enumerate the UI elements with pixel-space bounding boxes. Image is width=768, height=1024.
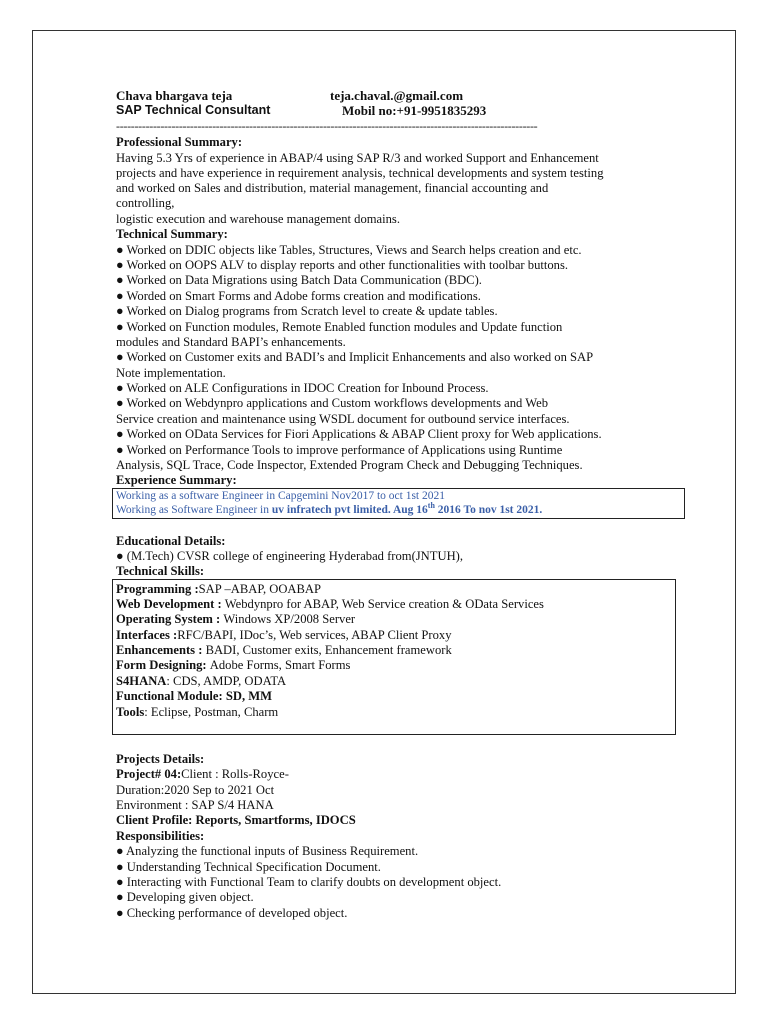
skill-row bbox=[116, 674, 286, 689]
experience-superscript: th bbox=[427, 501, 435, 511]
experience-line bbox=[116, 501, 543, 516]
job-title: SAP Technical Consultant bbox=[116, 103, 271, 117]
client-name: Client : Rolls-Royce- bbox=[181, 767, 289, 781]
responsibility-item: ● Interacting with Functional Team to clarify doubts on development object. bbox=[116, 875, 502, 889]
skill-label: Form Designing: bbox=[116, 658, 210, 672]
responsibility-item: ● Analyzing the functional inputs of Business Requirement. bbox=[116, 844, 419, 858]
skill-row bbox=[116, 628, 452, 643]
candidate-name: Chava bhargava teja bbox=[116, 88, 233, 103]
skill-label: Functional Module: SD, MM bbox=[116, 689, 273, 703]
skill-label: S4HANA bbox=[116, 674, 167, 688]
skill-row bbox=[116, 582, 321, 597]
project-client bbox=[116, 767, 289, 782]
email: teja.chaval.@gmail.com bbox=[330, 88, 464, 103]
education-item: ● (M.Tech) CVSR college of engineering Hyderabad from(JNTUH), bbox=[116, 549, 464, 563]
skill-row bbox=[116, 612, 355, 627]
skill-value: Adobe Forms, Smart Forms bbox=[209, 658, 351, 672]
technical-summary-item: modules and Standard BAPI’s enhancements. bbox=[116, 335, 346, 349]
skill-row bbox=[116, 705, 278, 720]
skill-row bbox=[116, 658, 350, 673]
divider: ------------------------------------------------------------------------------------------------------------------ bbox=[116, 119, 538, 133]
technical-summary-heading: Technical Summary: bbox=[116, 227, 228, 241]
summary-line: and worked on Sales and distribution, material management, financial accounting and bbox=[116, 181, 549, 195]
experience-summary-heading: Experience Summary: bbox=[116, 473, 237, 487]
responsibilities-heading: Responsibilities: bbox=[116, 829, 205, 843]
technical-summary-item: ● Worked on Performance Tools to improve performance of Applications using Runtime bbox=[116, 443, 563, 457]
technical-summary-item: ● Worked on DDIC objects like Tables, Structures, Views and Search helps creation and etc. bbox=[116, 243, 582, 257]
technical-summary-item: ● Worked on Dialog programs from Scratch level to create & update tables. bbox=[116, 304, 498, 318]
skill-row bbox=[116, 597, 544, 612]
technical-summary-item: Analysis, SQL Trace, Code Inspector, Extended Program Check and Debugging Techniques. bbox=[116, 458, 583, 472]
experience-suffix: 2016 To nov 1st 2021. bbox=[434, 504, 543, 516]
skill-row bbox=[116, 689, 272, 704]
experience-line: Working as a software Engineer in Capgemini Nov2017 to oct 1st 2021 bbox=[116, 490, 445, 502]
skill-value: Windows XP/2008 Server bbox=[223, 612, 356, 626]
technical-summary-item: ● Worked on ALE Configurations in IDOC Creation for Inbound Process. bbox=[116, 381, 489, 395]
projects-heading: Projects Details: bbox=[116, 752, 205, 766]
skill-label: Operating System : bbox=[116, 612, 224, 626]
technical-summary-item: Note implementation. bbox=[116, 366, 226, 380]
responsibility-item: ● Checking performance of developed object. bbox=[116, 906, 348, 920]
mobile-number: Mobil no:+91-9951835293 bbox=[342, 103, 487, 118]
experience-company: uv infratech pvt limited. Aug 16 bbox=[271, 504, 428, 516]
skill-label: Tools bbox=[116, 705, 145, 719]
summary-line: logistic execution and warehouse management domains. bbox=[116, 212, 400, 226]
summary-line: Having 5.3 Yrs of experience in ABAP/4 using SAP R/3 and worked Support and Enhancement bbox=[116, 151, 599, 165]
skill-label: Programming : bbox=[116, 582, 199, 596]
skill-value: RFC/BAPI, IDoc’s, Web services, ABAP Client Proxy bbox=[177, 628, 452, 642]
education-heading: Educational Details: bbox=[116, 534, 226, 548]
project-environment: Environment : SAP S/4 HANA bbox=[116, 798, 274, 812]
experience-prefix: Working as Software Engineer in bbox=[116, 504, 272, 516]
skill-value: Webdynpro for ABAP, Web Service creation & OData Services bbox=[224, 597, 544, 611]
skill-label: Web Development : bbox=[116, 597, 225, 611]
technical-summary-item: ● Worked on Function modules, Remote Enabled function modules and Update function bbox=[116, 320, 563, 334]
technical-summary-item: ● Worked on Customer exits and BADI’s and Implicit Enhancements and also worked on SAP bbox=[116, 350, 594, 364]
technical-skills-heading: Technical Skills: bbox=[116, 564, 205, 578]
technical-summary-item: ● Worked on OOPS ALV to display reports and other functionalities with toolbar buttons. bbox=[116, 258, 569, 272]
skill-value: BADI, Customer exits, Enhancement framework bbox=[205, 643, 452, 657]
responsibility-item: ● Developing given object. bbox=[116, 890, 254, 904]
skill-value: : CDS, AMDP, ODATA bbox=[166, 674, 287, 688]
summary-line: projects and have experience in requirement analysis, technical developments and system testing bbox=[116, 166, 604, 180]
technical-summary-item: ● Worked on Data Migrations using Batch Data Communication (BDC). bbox=[116, 273, 482, 287]
skill-label: Enhancements : bbox=[116, 643, 206, 657]
technical-summary-item: Service creation and maintenance using WSDL document for outbound service interfaces. bbox=[116, 412, 570, 426]
technical-summary-item: ● Worded on Smart Forms and Adobe forms creation and modifications. bbox=[116, 289, 481, 303]
responsibility-item: ● Understanding Technical Specification Document. bbox=[116, 860, 381, 874]
skill-value: : Eclipse, Postman, Charm bbox=[144, 705, 279, 719]
skill-row bbox=[116, 643, 452, 658]
technical-summary-item: ● Worked on OData Services for Fiori Applications & ABAP Client proxy for Web applications. bbox=[116, 427, 602, 441]
professional-summary-heading: Professional Summary: bbox=[116, 135, 243, 149]
technical-summary-item: ● Worked on Webdynpro applications and Custom workflows developments and Web bbox=[116, 396, 548, 410]
project-label: Project# 04: bbox=[116, 767, 182, 781]
project-duration: Duration:2020 Sep to 2021 Oct bbox=[116, 783, 275, 797]
skill-label: Interfaces : bbox=[116, 628, 178, 642]
skill-value: SAP –ABAP, OOABAP bbox=[198, 582, 322, 596]
summary-line: controlling, bbox=[116, 196, 175, 210]
client-profile: Client Profile: Reports, Smartforms, IDOCS bbox=[116, 813, 356, 827]
